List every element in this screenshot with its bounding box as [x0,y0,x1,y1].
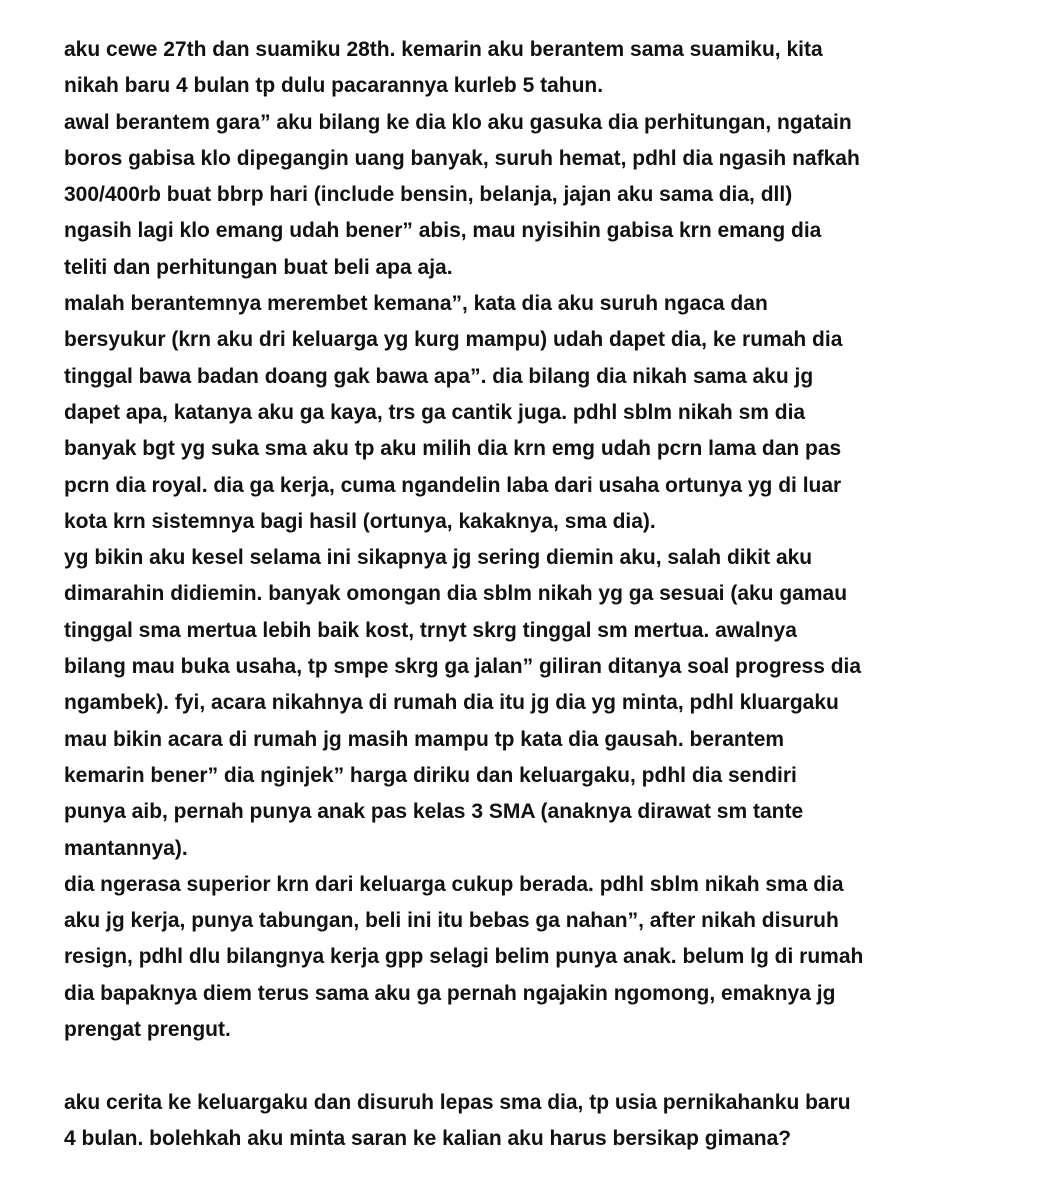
text-line-13: pcrn dia royal. dia ga kerja, cuma ngandelin laba dari usaha ortunya yg di luar [64,473,842,497]
text-line-2: nikah baru 4 bulan tp dulu pacarannya kurleb 5 tahun. [64,74,604,98]
text-line-18: bilang mau buka usaha, tp smpe skrg ga jalan” giliran ditanya soal progress dia [64,655,862,679]
text-line-3: awal berantem gara” aku bilang ke dia klo aku gasuka dia perhitungan, ngatain [64,110,852,134]
text-line-14: kota krn sistemnya bagi hasil (ortunya, kakaknya, sma dia). [64,509,656,533]
text-line-8: malah berantemnya merembet kemana”, kata dia aku suruh ngaca dan [64,292,768,316]
document-body [64,32,1004,1157]
text-line-15: yg bikin aku kesel selama ini sikapnya jg sering diemin aku, salah dikit aku [64,546,813,570]
text-line-16: dimarahin didiemin. banyak omongan dia sblm nikah yg ga sesuai (aku gamau [64,582,848,606]
text-line-28: prengat prengut. [64,1018,231,1042]
text-line-27: dia bapaknya diem terus sama aku ga pernah ngajakin ngomong, emaknya jg [64,981,836,1005]
text-line-22: punya aib, pernah punya anak pas kelas 3 SMA (anaknya dirawat sm tante [64,800,804,824]
text-line-6: ngasih lagi klo emang udah bener” abis, mau nyisihin gabisa krn emang dia [64,219,822,243]
text-line-23: mantannya). [64,836,188,860]
text-line-25: aku jg kerja, punya tabungan, beli ini itu bebas ga nahan”, after nikah disuruh [64,909,839,933]
text-line-31: 4 bulan. bolehkah aku minta saran ke kalian aku harus bersikap gimana? [64,1126,792,1150]
paragraph-gap [64,1048,1004,1084]
text-line-20: mau bikin acara di rumah jg masih mampu tp kata dia gausah. berantem [64,727,785,751]
text-line-12: banyak bgt yg suka sma aku tp aku milih dia krn emg udah pcrn lama dan pas [64,437,842,461]
text-line-1: aku cewe 27th dan suamiku 28th. kemarin aku berantem sama suamiku, kita [64,38,823,61]
text-line-4: boros gabisa klo dipegangin uang banyak, suruh hemat, pdhl dia ngasih nafkah [64,146,860,170]
text-line-17: tinggal sma mertua lebih baik kost, trnyt skrg tinggal sm mertua. awalnya [64,618,797,642]
text-line-26: resign, pdhl dlu bilangnya kerja gpp selagi belim punya anak. belum lg di rumah [64,945,864,969]
text-line-19: ngambek). fyi, acara nikahnya di rumah dia itu jg dia yg minta, pdhl kluargaku [64,691,839,715]
text-line-7: teliti dan perhitungan buat beli apa aja. [64,255,453,279]
text-line-24: dia ngerasa superior krn dari keluarga cukup berada. pdhl sblm nikah sma dia [64,872,844,896]
text-line-30: aku cerita ke keluargaku dan disuruh lepas sma dia, tp usia pernikahanku baru [64,1090,851,1114]
text-line-9: bersyukur (krn aku dri keluarga yg kurg mampu) udah dapet dia, ke rumah dia [64,328,843,352]
text-line-21: kemarin bener” dia nginjek” harga diriku dan keluargaku, pdhl dia sendiri [64,763,797,787]
text-line-5: 300/400rb buat bbrp hari (include bensin, belanja, jajan aku sama dia, dll) [64,183,793,207]
text-line-10: tinggal bawa badan doang gak bawa apa”. dia bilang dia nikah sama aku jg [64,364,814,388]
text-line-11: dapet apa, katanya aku ga kaya, trs ga cantik juga. pdhl sblm nikah sm dia [64,400,806,424]
